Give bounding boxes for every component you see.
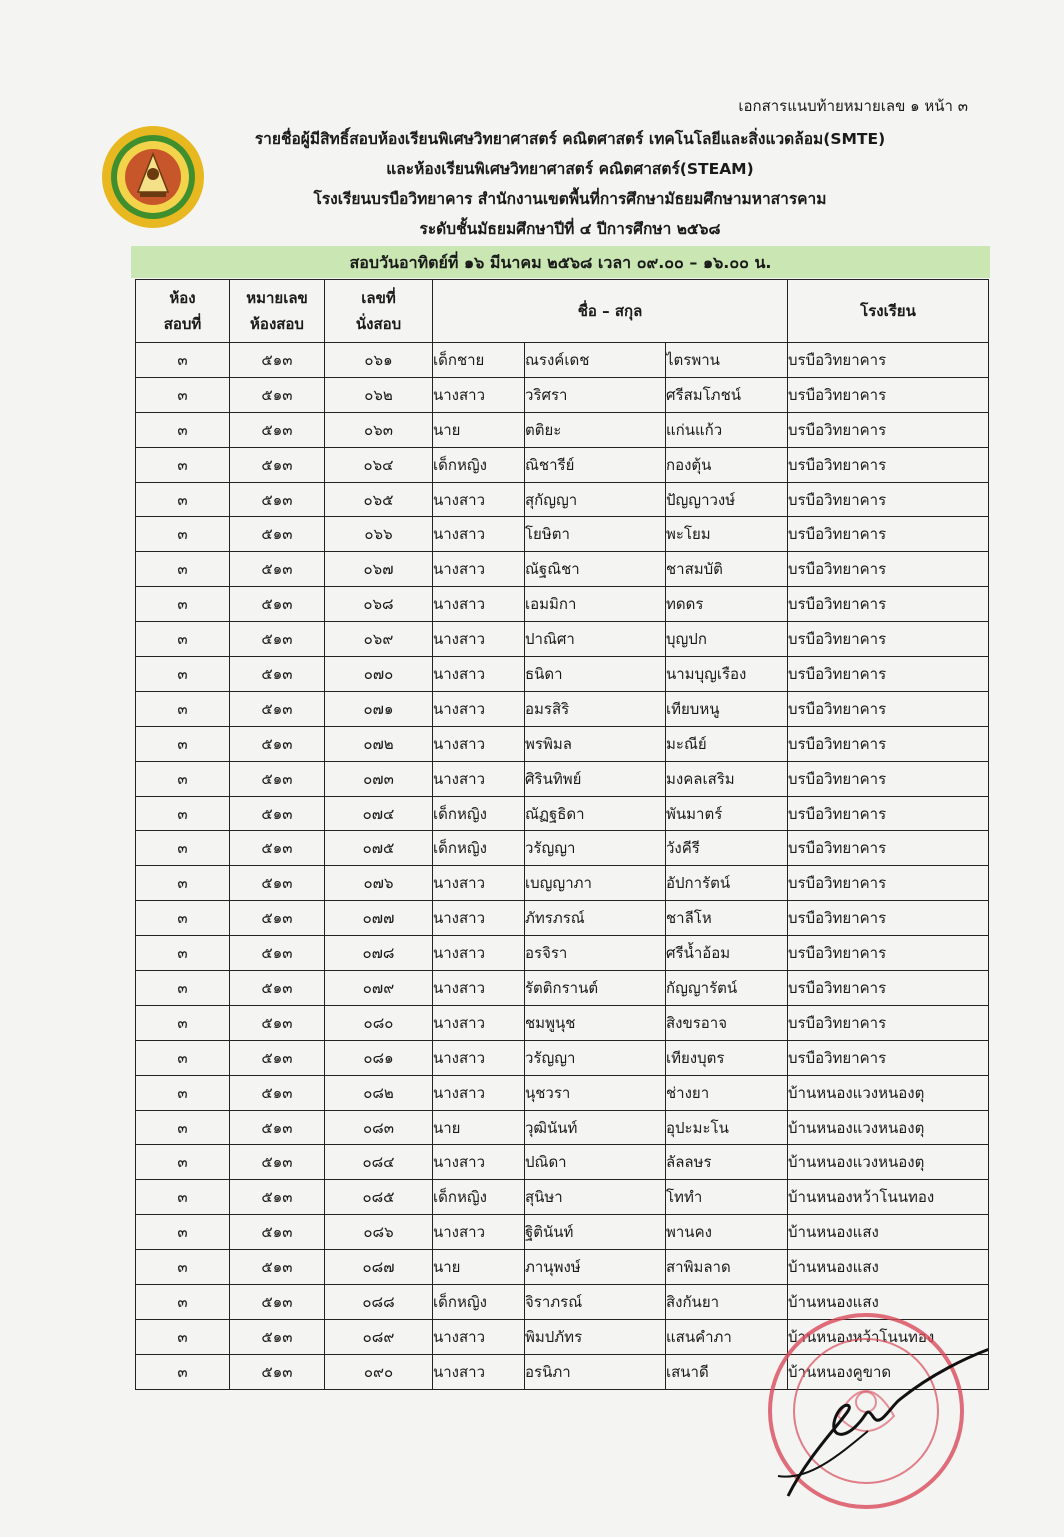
table-row <box>136 1180 989 1215</box>
col-header-school: โรงเรียน <box>788 280 989 343</box>
cell-room: ๓ <box>136 726 230 761</box>
cell-first: วรัญญา <box>525 831 666 866</box>
cell-room: ๓ <box>136 587 230 622</box>
cell-seat: ๐๘๒ <box>325 1075 433 1110</box>
cell-room: ๓ <box>136 1354 230 1389</box>
table-row <box>136 726 989 761</box>
cell-room-no: ๕๑๓ <box>230 377 325 412</box>
cell-first: สุกัญญา <box>525 482 666 517</box>
cell-last: อัปการัตน์ <box>666 866 788 901</box>
cell-first: ณรงค์เดช <box>525 343 666 378</box>
cell-title: นางสาว <box>433 1354 525 1389</box>
cell-seat: ๐๗๓ <box>325 761 433 796</box>
cell-school: บรบือวิทยาคาร <box>788 412 989 447</box>
table-row <box>136 517 989 552</box>
cell-first: อรนิภา <box>525 1354 666 1389</box>
cell-room-no: ๕๑๓ <box>230 936 325 971</box>
col-header-name: ชื่อ – สกุล <box>433 280 788 343</box>
cell-school: บรบือวิทยาคาร <box>788 343 989 378</box>
cell-room-no: ๕๑๓ <box>230 1285 325 1320</box>
cell-last: ศรีสมโภชน์ <box>666 377 788 412</box>
cell-seat: ๐๖๔ <box>325 447 433 482</box>
cell-title: เด็กหญิง <box>433 796 525 831</box>
cell-room: ๓ <box>136 1250 230 1285</box>
cell-first: วรัญญา <box>525 1040 666 1075</box>
table-header-row <box>136 280 989 343</box>
cell-title: นาย <box>433 1110 525 1145</box>
cell-first: อรจิรา <box>525 936 666 971</box>
cell-room-no: ๕๑๓ <box>230 1180 325 1215</box>
cell-seat: ๐๗๒ <box>325 726 433 761</box>
cell-room-no: ๕๑๓ <box>230 761 325 796</box>
header-title-line-2: และห้องเรียนพิเศษวิทยาศาสตร์ คณิตศาสตร์(STEAM) <box>386 160 754 178</box>
cell-room-no: ๕๑๓ <box>230 1250 325 1285</box>
table-row <box>136 552 989 587</box>
cell-room: ๓ <box>136 1285 230 1320</box>
table-row <box>136 622 989 657</box>
table-row <box>136 377 989 412</box>
table-row <box>136 587 989 622</box>
cell-room-no: ๕๑๓ <box>230 412 325 447</box>
cell-title: นางสาว <box>433 936 525 971</box>
cell-room-no: ๕๑๓ <box>230 1110 325 1145</box>
table-row <box>136 343 989 378</box>
cell-last: กัญญารัตน์ <box>666 971 788 1006</box>
cell-school: บรบือวิทยาคาร <box>788 866 989 901</box>
cell-last: โททำ <box>666 1180 788 1215</box>
cell-school: บรบือวิทยาคาร <box>788 482 989 517</box>
cell-first: ฐิตินันท์ <box>525 1215 666 1250</box>
table-row <box>136 971 989 1006</box>
table-row <box>136 831 989 866</box>
cell-school: บ้านหนองแสง <box>788 1285 989 1320</box>
cell-seat: ๐๖๗ <box>325 552 433 587</box>
cell-school: บรบือวิทยาคาร <box>788 796 989 831</box>
cell-first: ภัทรภรณ์ <box>525 901 666 936</box>
cell-first: เอมมิกา <box>525 587 666 622</box>
cell-seat: ๐๖๖ <box>325 517 433 552</box>
cell-first: ณิชารีย์ <box>525 447 666 482</box>
cell-room-no: ๕๑๓ <box>230 1319 325 1354</box>
cell-seat: ๐๗๖ <box>325 866 433 901</box>
cell-room: ๓ <box>136 552 230 587</box>
cell-room-no: ๕๑๓ <box>230 831 325 866</box>
cell-last: เทียงบุตร <box>666 1040 788 1075</box>
cell-seat: ๐๖๓ <box>325 412 433 447</box>
cell-room: ๓ <box>136 1005 230 1040</box>
cell-seat: ๐๘๕ <box>325 1180 433 1215</box>
table-row <box>136 901 989 936</box>
cell-last: กองตุ้น <box>666 447 788 482</box>
cell-title: นางสาว <box>433 691 525 726</box>
cell-room-no: ๕๑๓ <box>230 971 325 1006</box>
cell-school: บรบือวิทยาคาร <box>788 901 989 936</box>
document-reference: เอกสารแนบท้ายหมายเลข ๑ หน้า ๓ <box>738 97 968 115</box>
header-school-line: โรงเรียนบรบือวิทยาคาร สำนักงานเขตพื้นที่การศึกษามัธยมศึกษามหาสารคาม <box>313 190 827 208</box>
cell-title: นาย <box>433 412 525 447</box>
cell-last: นามบุญเรือง <box>666 657 788 692</box>
cell-first: รัตติกรานต์ <box>525 971 666 1006</box>
cell-first: นุชวรา <box>525 1075 666 1110</box>
cell-room-no: ๕๑๓ <box>230 552 325 587</box>
cell-seat: ๐๘๗ <box>325 1250 433 1285</box>
cell-last: ชาสมบัติ <box>666 552 788 587</box>
table-row <box>136 1250 989 1285</box>
cell-first: ณัฐณิชา <box>525 552 666 587</box>
cell-title: นางสาว <box>433 377 525 412</box>
cell-school: บรบือวิทยาคาร <box>788 726 989 761</box>
table-row <box>136 1319 989 1354</box>
cell-seat: ๐๖๘ <box>325 587 433 622</box>
cell-last: อุปะมะโน <box>666 1110 788 1145</box>
cell-first: พรพิมล <box>525 726 666 761</box>
exam-date-banner: สอบวันอาทิตย์ที่ ๑๖ มีนาคม ๒๕๖๘ เวลา ๐๙.๐๐ – ๑๖.๐๐ น. <box>131 246 990 278</box>
header-level-line: ระดับชั้นมัธยมศึกษาปีที่ ๔ ปีการศึกษา ๒๕๖๘ <box>419 220 721 238</box>
cell-seat: ๐๘๘ <box>325 1285 433 1320</box>
cell-school: บ้านหนองแวงหนองตุ <box>788 1145 989 1180</box>
cell-title: นางสาว <box>433 482 525 517</box>
cell-title: นางสาว <box>433 901 525 936</box>
table-row <box>136 796 989 831</box>
cell-first: ปณิดา <box>525 1145 666 1180</box>
cell-title: นาย <box>433 1250 525 1285</box>
cell-school: บรบือวิทยาคาร <box>788 1040 989 1075</box>
cell-first: วริศรา <box>525 377 666 412</box>
cell-school: บรบือวิทยาคาร <box>788 517 989 552</box>
cell-title: นางสาว <box>433 622 525 657</box>
cell-title: นางสาว <box>433 1075 525 1110</box>
cell-last: สิงกันยา <box>666 1285 788 1320</box>
cell-first: โยษิตา <box>525 517 666 552</box>
col-header-room-number: หมายเลข ห้องสอบ <box>230 280 325 343</box>
cell-room: ๓ <box>136 761 230 796</box>
table-row <box>136 1285 989 1320</box>
cell-room: ๓ <box>136 343 230 378</box>
cell-title: นางสาว <box>433 517 525 552</box>
cell-school: บ้านหนองแสง <box>788 1250 989 1285</box>
cell-school: บ้านหนองหว้าโนนทอง <box>788 1319 989 1354</box>
cell-room: ๓ <box>136 866 230 901</box>
cell-first: ตติยะ <box>525 412 666 447</box>
table-row <box>136 482 989 517</box>
cell-room-no: ๕๑๓ <box>230 1145 325 1180</box>
col-header-room: ห้อง สอบที่ <box>136 280 230 343</box>
table-row <box>136 1040 989 1075</box>
cell-school: บรบือวิทยาคาร <box>788 971 989 1006</box>
cell-first: ศิรินทิพย์ <box>525 761 666 796</box>
cell-title: นางสาว <box>433 552 525 587</box>
cell-school: บรบือวิทยาคาร <box>788 657 989 692</box>
cell-room-no: ๕๑๓ <box>230 447 325 482</box>
cell-last: เสนาดี <box>666 1354 788 1389</box>
cell-room: ๓ <box>136 622 230 657</box>
cell-room-no: ๕๑๓ <box>230 657 325 692</box>
cell-room: ๓ <box>136 831 230 866</box>
cell-title: เด็กหญิง <box>433 1180 525 1215</box>
cell-room-no: ๕๑๓ <box>230 1354 325 1389</box>
cell-school: บ้านหนองหว้าโนนทอง <box>788 1180 989 1215</box>
cell-seat: ๐๘๙ <box>325 1319 433 1354</box>
cell-last: พันมาตร์ <box>666 796 788 831</box>
cell-school: บรบือวิทยาคาร <box>788 622 989 657</box>
cell-school: บ้านหนองคูขาด <box>788 1354 989 1389</box>
header-title-line-1: รายชื่อผู้มีสิทธิ์สอบห้องเรียนพิเศษวิทยาศาสตร์ คณิตศาสตร์ เทคโนโลยีและสิ่งแวดล้อม(SMTE) <box>254 130 886 148</box>
document-header <box>200 124 940 244</box>
candidate-table <box>135 279 989 1390</box>
cell-last: ศรีน้ำอ้อม <box>666 936 788 971</box>
cell-title: นางสาว <box>433 971 525 1006</box>
cell-seat: ๐๘๐ <box>325 1005 433 1040</box>
cell-room: ๓ <box>136 447 230 482</box>
cell-last: แก่นแก้ว <box>666 412 788 447</box>
cell-title: นางสาว <box>433 587 525 622</box>
cell-last: ปัญญาวงษ์ <box>666 482 788 517</box>
cell-seat: ๐๗๕ <box>325 831 433 866</box>
cell-last: สาพิมลาด <box>666 1250 788 1285</box>
cell-school: บรบือวิทยาคาร <box>788 447 989 482</box>
cell-room-no: ๕๑๓ <box>230 482 325 517</box>
cell-title: นางสาว <box>433 726 525 761</box>
cell-room-no: ๕๑๓ <box>230 1005 325 1040</box>
cell-first: ภานุพงษ์ <box>525 1250 666 1285</box>
table-row <box>136 657 989 692</box>
cell-first: สุนิษา <box>525 1180 666 1215</box>
cell-title: นางสาว <box>433 1215 525 1250</box>
cell-last: แสนคำภา <box>666 1319 788 1354</box>
cell-room: ๓ <box>136 1215 230 1250</box>
cell-school: บรบือวิทยาคาร <box>788 691 989 726</box>
cell-title: นางสาว <box>433 1319 525 1354</box>
table-row <box>136 412 989 447</box>
school-logo <box>100 124 206 230</box>
cell-room: ๓ <box>136 482 230 517</box>
cell-title: เด็กชาย <box>433 343 525 378</box>
cell-last: พะโยม <box>666 517 788 552</box>
cell-seat: ๐๘๑ <box>325 1040 433 1075</box>
cell-school: บรบือวิทยาคาร <box>788 377 989 412</box>
cell-room: ๓ <box>136 1180 230 1215</box>
cell-first: ธนิดา <box>525 657 666 692</box>
cell-first: วุฒินันท์ <box>525 1110 666 1145</box>
cell-school: บรบือวิทยาคาร <box>788 831 989 866</box>
cell-seat: ๐๘๖ <box>325 1215 433 1250</box>
cell-first: ณัฏฐธิดา <box>525 796 666 831</box>
cell-title: เด็กหญิง <box>433 447 525 482</box>
table-row <box>136 866 989 901</box>
cell-seat: ๐๗๘ <box>325 936 433 971</box>
cell-room-no: ๕๑๓ <box>230 517 325 552</box>
cell-school: บรบือวิทยาคาร <box>788 936 989 971</box>
cell-room: ๓ <box>136 657 230 692</box>
cell-room-no: ๕๑๓ <box>230 1075 325 1110</box>
cell-room-no: ๕๑๓ <box>230 691 325 726</box>
cell-last: พานคง <box>666 1215 788 1250</box>
cell-room-no: ๕๑๓ <box>230 343 325 378</box>
cell-school: บ้านหนองแวงหนองตุ <box>788 1110 989 1145</box>
table-row <box>136 1110 989 1145</box>
cell-seat: ๐๖๒ <box>325 377 433 412</box>
cell-last: สิงขรอาจ <box>666 1005 788 1040</box>
cell-first: ชมพูนุช <box>525 1005 666 1040</box>
cell-room: ๓ <box>136 412 230 447</box>
cell-first: เบญญาภา <box>525 866 666 901</box>
cell-last: มะณีย์ <box>666 726 788 761</box>
cell-room: ๓ <box>136 1145 230 1180</box>
cell-seat: ๐๗๔ <box>325 796 433 831</box>
cell-room-no: ๕๑๓ <box>230 1040 325 1075</box>
cell-room: ๓ <box>136 971 230 1006</box>
table-row <box>136 447 989 482</box>
col-header-seat-number: เลขที่ นั่งสอบ <box>325 280 433 343</box>
cell-title: เด็กหญิง <box>433 831 525 866</box>
cell-school: บรบือวิทยาคาร <box>788 1005 989 1040</box>
cell-title: นางสาว <box>433 657 525 692</box>
cell-first: จิราภรณ์ <box>525 1285 666 1320</box>
table-row <box>136 936 989 971</box>
cell-last: วังคีรี <box>666 831 788 866</box>
cell-seat: ๐๗๗ <box>325 901 433 936</box>
cell-school: บรบือวิทยาคาร <box>788 552 989 587</box>
table-row <box>136 691 989 726</box>
cell-title: นางสาว <box>433 1145 525 1180</box>
cell-title: นางสาว <box>433 1040 525 1075</box>
table-row <box>136 1354 989 1389</box>
cell-room-no: ๕๑๓ <box>230 866 325 901</box>
cell-room-no: ๕๑๓ <box>230 796 325 831</box>
cell-seat: ๐๘๔ <box>325 1145 433 1180</box>
cell-room: ๓ <box>136 1075 230 1110</box>
table-row <box>136 1005 989 1040</box>
cell-seat: ๐๖๙ <box>325 622 433 657</box>
cell-last: เทียบหนู <box>666 691 788 726</box>
cell-room-no: ๕๑๓ <box>230 726 325 761</box>
cell-title: เด็กหญิง <box>433 1285 525 1320</box>
cell-last: ช่างยา <box>666 1075 788 1110</box>
cell-room: ๓ <box>136 691 230 726</box>
cell-room-no: ๕๑๓ <box>230 901 325 936</box>
cell-last: ชาลีโห <box>666 901 788 936</box>
cell-room: ๓ <box>136 936 230 971</box>
cell-last: ทดดร <box>666 587 788 622</box>
table-row <box>136 1215 989 1250</box>
cell-room: ๓ <box>136 901 230 936</box>
cell-seat: ๐๙๐ <box>325 1354 433 1389</box>
cell-seat: ๐๗๐ <box>325 657 433 692</box>
cell-room: ๓ <box>136 796 230 831</box>
cell-school: บรบือวิทยาคาร <box>788 587 989 622</box>
cell-last: บุญปก <box>666 622 788 657</box>
cell-room-no: ๕๑๓ <box>230 587 325 622</box>
cell-last: ไตรพาน <box>666 343 788 378</box>
cell-room: ๓ <box>136 1040 230 1075</box>
cell-first: ปาณิศา <box>525 622 666 657</box>
cell-title: นางสาว <box>433 866 525 901</box>
cell-last: ลัลลษร <box>666 1145 788 1180</box>
cell-room: ๓ <box>136 1110 230 1145</box>
cell-seat: ๐๘๓ <box>325 1110 433 1145</box>
table-row <box>136 761 989 796</box>
cell-room-no: ๕๑๓ <box>230 1215 325 1250</box>
table-row <box>136 1075 989 1110</box>
cell-room: ๓ <box>136 377 230 412</box>
table-row <box>136 1145 989 1180</box>
cell-title: นางสาว <box>433 1005 525 1040</box>
cell-last: มงคลเสริม <box>666 761 788 796</box>
cell-first: อมรสิริ <box>525 691 666 726</box>
cell-seat: ๐๖๕ <box>325 482 433 517</box>
cell-room: ๓ <box>136 1319 230 1354</box>
cell-seat: ๐๗๑ <box>325 691 433 726</box>
cell-school: บ้านหนองแวงหนองตุ <box>788 1075 989 1110</box>
cell-school: บรบือวิทยาคาร <box>788 761 989 796</box>
cell-title: นางสาว <box>433 761 525 796</box>
cell-school: บ้านหนองแสง <box>788 1215 989 1250</box>
cell-first: พิมปภัทร <box>525 1319 666 1354</box>
cell-seat: ๐๖๑ <box>325 343 433 378</box>
cell-room: ๓ <box>136 517 230 552</box>
cell-seat: ๐๗๙ <box>325 971 433 1006</box>
cell-room-no: ๕๑๓ <box>230 622 325 657</box>
